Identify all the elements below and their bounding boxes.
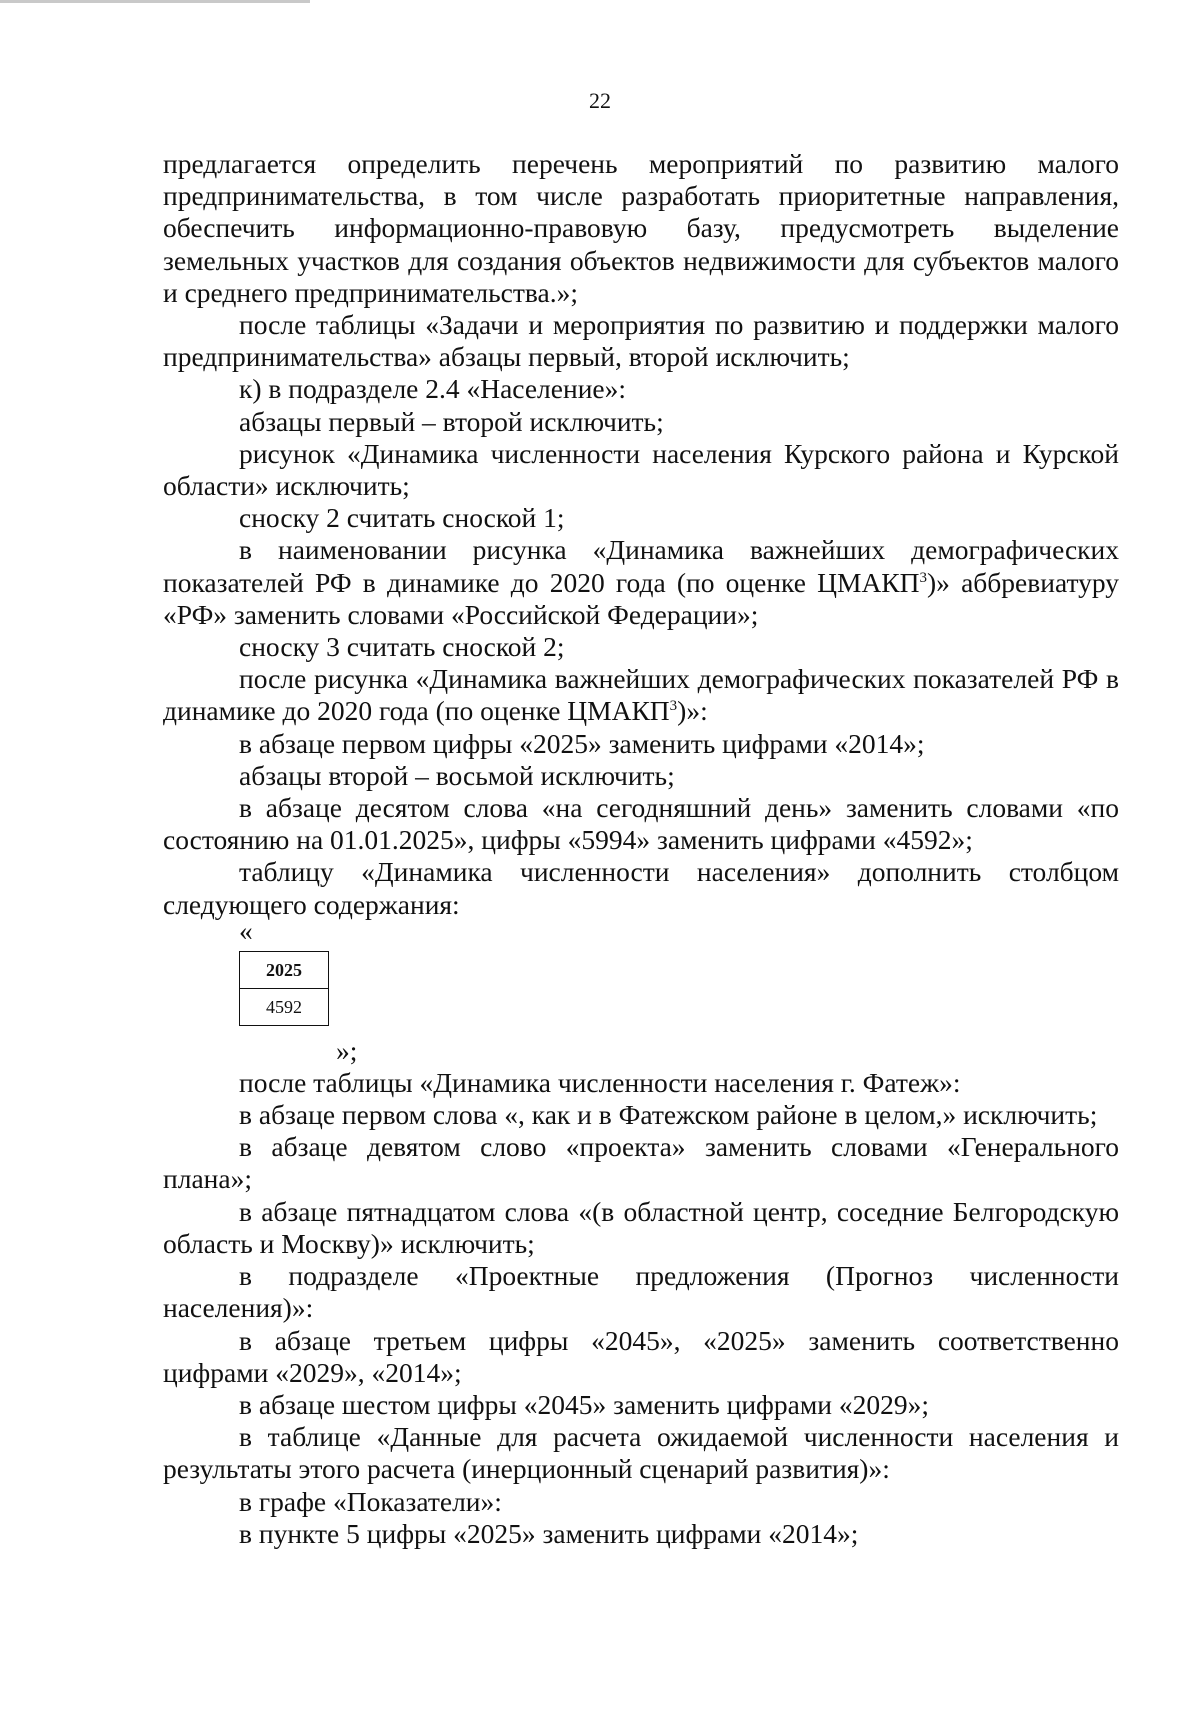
paragraph-9 [163,663,1119,727]
table-header-cell: 2025 [240,951,329,988]
paragraph-7 [163,534,1119,631]
paragraph-3: к) в подразделе 2.4 «Население»: [239,373,627,405]
table-value-cell: 4592 [240,988,329,1025]
paragraph-9-text-b: )»: [677,695,708,727]
table-row [240,988,329,1025]
paragraph-6: сноску 2 считать сноской 1; [239,502,565,534]
paragraph-1: предлагается определить перечень мероприятий по развитию малого предпринимательства, в том числе разработать приоритетные направления, обеспечить информационно-правовую базу, предусмотреть выделение земельных участков для создания объектов недвижимости для субъектов малого и среднего предпринимательства.»; [163,148,1119,308]
paragraph-14: после таблицы «Динамика численности населения г. Фатеж»: [239,1066,961,1098]
paragraph-8: сноску 3 считать сноской 2; [239,631,565,663]
paragraph-23: в пункте 5 цифры «2025» заменить цифрами «2014»; [239,1517,859,1549]
paragraph-17: в абзаце пятнадцатом слова «(в областной центр, соседние Белгородскую область и Москву)» исключить; [163,1195,1119,1259]
table-row [240,951,329,988]
paragraph-18: в подразделе «Проектные предложения (Прогноз численности населения)»: [163,1260,1119,1324]
paragraph-21: в таблице «Данные для расчета ожидаемой численности населения и результаты этого расчета (инерционный сценарий развития)»: [163,1421,1119,1485]
inserted-column-table [239,951,329,1026]
paragraph-5: рисунок «Динамика численности населения Курского района и Курской области» исключить; [163,437,1119,502]
paragraph-11: абзацы второй – восьмой исключить; [239,759,675,791]
close-quote: »; [336,1034,358,1066]
scan-artifact-line [0,0,310,3]
paragraph-19: в абзаце третьем цифры «2045», «2025» заменить соответственно цифрами «2029», «2014»; [163,1324,1119,1388]
footnote-ref-3b: 3 [669,698,678,715]
paragraph-12: в абзаце десятом слова «на сегодняшний день» заменить словами «по состоянию на 01.01.2025», цифры «5994» заменить цифрами «4592»; [163,792,1119,856]
paragraph-4: абзацы первый – второй исключить; [239,405,664,437]
document-body [163,148,1119,1550]
paragraph-13: таблицу «Динамика численности населения» дополнить столбцом следующего содержания: [163,856,1119,920]
paragraph-20: в абзаце шестом цифры «2045» заменить цифрами «2029»; [239,1388,929,1420]
paragraph-22: в графе «Показатели»: [239,1485,502,1517]
paragraph-16: в абзаце девятом слово «проекта» заменить словами «Генерального плана»; [163,1131,1119,1195]
open-quote: « [239,914,253,946]
inserted-column-block [163,914,1119,1067]
paragraph-2: после таблицы «Задачи и мероприятия по развитию и поддержки малого предпринимательства» абзацы первый, второй исключить; [163,309,1119,373]
footnote-ref-3: 3 [919,569,927,586]
paragraph-7-text-b: )» аббревиатуру «РФ» заменить словами «Российской Федерации»; [163,566,1119,630]
paragraph-9-text-a: после рисунка «Динамика важнейших демографических показателей РФ в динамике до 2020 года (по оценке ЦМАКП [163,663,1119,727]
page-number: 22 [589,88,611,113]
paragraph-7-text-a: в наименовании рисунка «Динамика важнейших демографических показателей РФ в динамике до 2020 года (по оценке ЦМАКП [163,534,1119,598]
paragraph-15: в абзаце первом слова «, как и в Фатежском районе в целом,» исключить; [239,1099,1098,1131]
paragraph-10: в абзаце первом цифры «2025» заменить цифрами «2014»; [239,727,925,759]
